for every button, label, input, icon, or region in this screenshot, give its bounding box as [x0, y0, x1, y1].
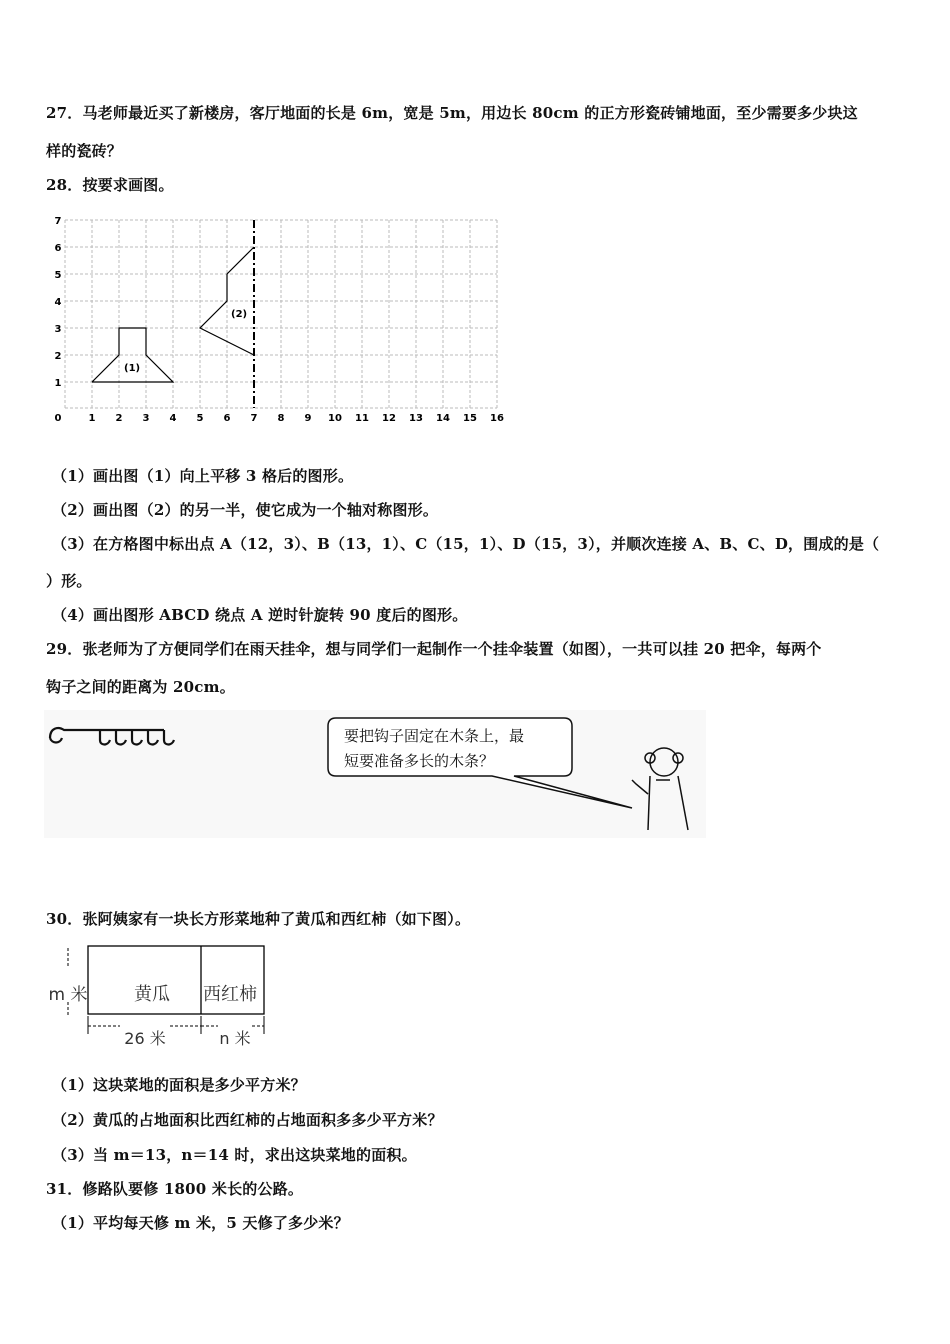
- x-tick: 0: [54, 413, 62, 424]
- speech-line-1: 要把钩子固定在木条上，最: [344, 727, 525, 745]
- q30-item-1: （1）这块菜地的面积是多少平方米？: [52, 1076, 306, 1094]
- x-tick: 12: [382, 413, 396, 424]
- x-tick: 13: [409, 413, 423, 424]
- q28-item-3-cont: ）形。: [46, 572, 92, 590]
- width-2-label: n 米: [219, 1029, 251, 1048]
- x-tick: 11: [355, 413, 369, 424]
- width-1-label: 26 米: [124, 1029, 166, 1048]
- q28-item-3: （3）在方格图中标出点 A（12，3）、B（13，1）、C（15，1）、D（15，3），并顺次连接 A、B、C、D，围成的是（: [52, 535, 880, 553]
- x-tick: 1: [88, 413, 96, 424]
- q29-line-2: 钩子之间的距离为 20cm。: [46, 678, 235, 696]
- speech-line-2: 短要准备多长的木条？: [344, 752, 495, 770]
- y-tick: 7: [54, 216, 62, 227]
- cucumber-label: 黄瓜: [134, 984, 170, 1005]
- x-tick: 3: [142, 413, 150, 424]
- x-tick: 4: [169, 413, 177, 424]
- q31-title: 31．修路队要修 1800 米长的公路。: [46, 1180, 304, 1198]
- vegetable-plot-figure: [44, 940, 304, 1052]
- x-axis-ticks: [55, 413, 504, 424]
- q28-item-4: （4）画出图形 ABCD 绕点 A 逆时针旋转 90 度后的图形。: [52, 606, 468, 624]
- x-tick: 14: [436, 413, 450, 424]
- q30-item-3: （3）当 m＝13，n＝14 时，求出这块菜地的面积。: [52, 1146, 417, 1164]
- tomato-label: 西红柿: [203, 984, 257, 1005]
- q30-title: 30．张阿姨家有一块长方形菜地种了黄瓜和西红柿（如下图）。: [46, 910, 471, 928]
- q29-line-1: 29．张老师为了方便同学们在雨天挂伞，想与同学们一起制作一个挂伞装置（如图），一共可以挂 20 把伞，每两个: [46, 640, 822, 658]
- q31-item-1: （1）平均每天修 m 米，5 天修了多少米？: [52, 1214, 349, 1232]
- x-tick: 8: [277, 413, 285, 424]
- x-tick: 6: [223, 413, 231, 424]
- x-tick: 9: [304, 413, 312, 424]
- x-tick: 5: [196, 413, 204, 424]
- y-tick: 3: [54, 324, 62, 335]
- shape-1-label: (1): [124, 363, 141, 374]
- x-tick: 7: [250, 413, 258, 424]
- y-axis-ticks: [55, 216, 62, 389]
- q28-grid-figure: [40, 206, 510, 428]
- y-tick: 1: [54, 378, 62, 389]
- grid-lines: [65, 220, 497, 408]
- q28-title: 28．按要求画图。: [46, 176, 174, 194]
- q28-item-2: （2）画出图（2）的另一半，使它成为一个轴对称图形。: [52, 501, 439, 519]
- y-tick: 4: [54, 297, 62, 308]
- q28-item-1: （1）画出图（1）向上平移 3 格后的图形。: [52, 467, 354, 485]
- q30-item-2: （2）黄瓜的占地面积比西红柿的占地面积多多少平方米？: [52, 1111, 443, 1129]
- q27-line-1: 27．马老师最近买了新楼房，客厅地面的长是 6m，宽是 5m，用边长 80cm 的正方形瓷砖铺地面，至少需要多少块这: [46, 104, 858, 122]
- y-tick: 2: [54, 351, 62, 362]
- y-tick: 5: [54, 270, 62, 281]
- x-tick: 16: [490, 413, 504, 424]
- umbrella-hook-illustration: [44, 710, 706, 838]
- shape-2-label: (2): [231, 309, 248, 320]
- x-tick: 10: [328, 413, 342, 424]
- y-tick: 6: [54, 243, 62, 254]
- x-tick: 15: [463, 413, 477, 424]
- q27-line-2: 样的瓷砖？: [46, 142, 123, 160]
- x-tick: 2: [115, 413, 123, 424]
- height-label: m 米: [48, 985, 88, 1005]
